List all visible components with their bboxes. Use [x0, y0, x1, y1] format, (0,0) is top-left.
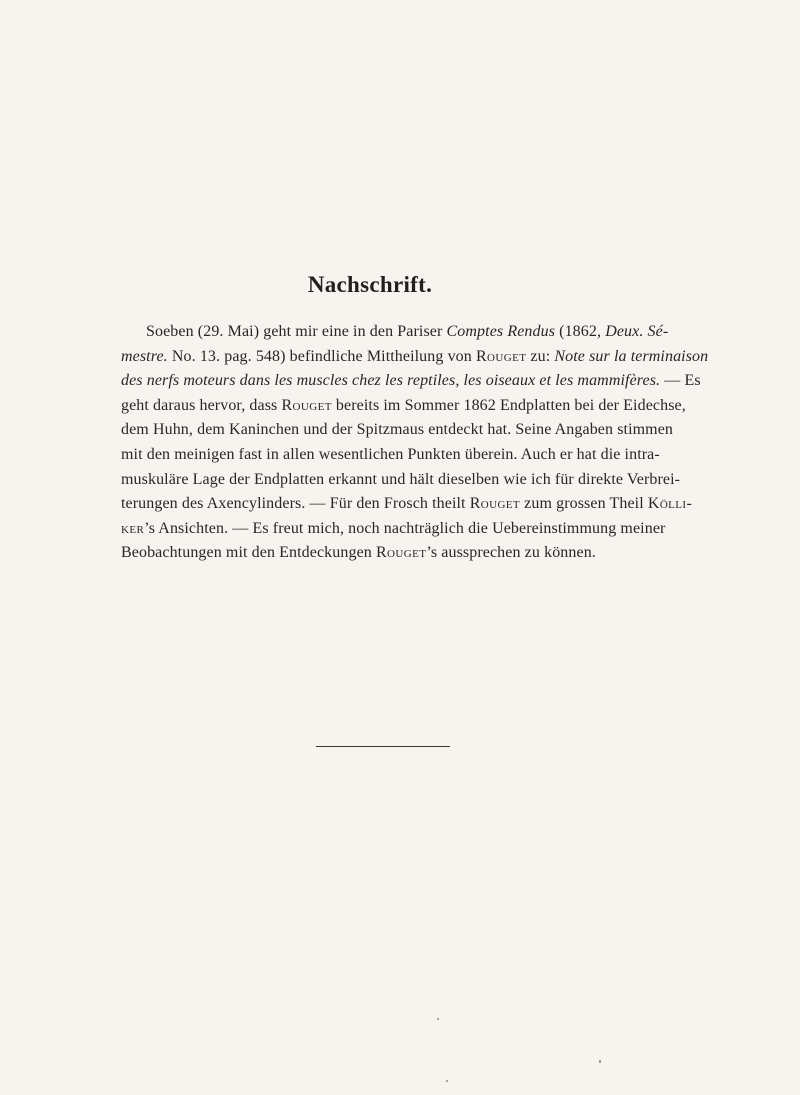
- text-run: (1862,: [555, 323, 606, 340]
- text-line: [121, 394, 686, 419]
- text-line: [121, 517, 666, 542]
- text-run: mit den meinigen fast in allen wesentlichen Punkten überein. Auch er hat die intra-: [121, 445, 660, 463]
- text-line: [121, 468, 681, 493]
- page-title: Nachschrift.: [307, 272, 433, 297]
- text-line: [121, 369, 701, 394]
- italic-text: Comptes Rendus: [446, 323, 556, 340]
- small-caps-text: Rouget: [469, 495, 521, 513]
- text-run: — Es: [660, 372, 701, 390]
- paper-speck: [599, 1060, 601, 1063]
- paper-speck: [437, 1018, 439, 1020]
- text-line: [121, 541, 655, 566]
- text-line: [121, 492, 693, 517]
- text-run: Soeben (29. Mai) geht mir eine in den Pariser: [146, 323, 447, 340]
- text-line: [121, 345, 709, 370]
- italic-text: des nerfs moteurs dans les muscles chez les reptiles, les oiseaux et les mammifères.: [121, 372, 661, 390]
- paper-speck: [446, 1080, 448, 1082]
- text-run: bereits im Sommer 1862 Endplatten bei der Eidechse,: [331, 396, 686, 414]
- text-line: [121, 320, 669, 345]
- text-run: zum grossen Theil: [520, 495, 648, 513]
- small-caps-text: ker: [121, 519, 145, 537]
- text-run: Beobachtungen mit den Entdeckungen: [121, 544, 376, 562]
- text-run: terungen des Axencylinders. — Für den Frosch theilt: [121, 495, 470, 513]
- small-caps-text: Rouget: [475, 347, 527, 365]
- italic-text: Note sur la terminaison: [554, 347, 709, 365]
- small-caps-text: Rouget: [281, 396, 332, 414]
- small-caps-text: Kölli-: [647, 495, 693, 513]
- text-run: dem Huhn, dem Kaninchen und der Spitzmaus entdeckt hat. Seine Angaben stimmen: [121, 421, 674, 439]
- text-run: ’s Ansichten. — Es freut mich, noch nachträglich die Uebereinstimmung meiner: [144, 519, 666, 537]
- italic-text: mestre.: [121, 347, 168, 365]
- text-run: geht daraus hervor, dass: [121, 396, 282, 414]
- text-run: muskuläre Lage der Endplatten erkannt und hält dieselben wie ich für direkte Verbrei-: [121, 470, 681, 488]
- small-caps-text: Rouget: [375, 544, 427, 562]
- text-run: No. 13. pag. 548) befindliche Mittheilung von: [167, 347, 476, 365]
- text-run: ’s aussprechen zu können.: [426, 544, 596, 562]
- body-paragraph: [121, 320, 709, 566]
- italic-text: Deux. Sé-: [605, 323, 669, 340]
- closing-rule: [316, 746, 450, 747]
- text-line: [121, 418, 674, 443]
- text-line: [121, 443, 660, 468]
- text-run: zu:: [526, 347, 555, 365]
